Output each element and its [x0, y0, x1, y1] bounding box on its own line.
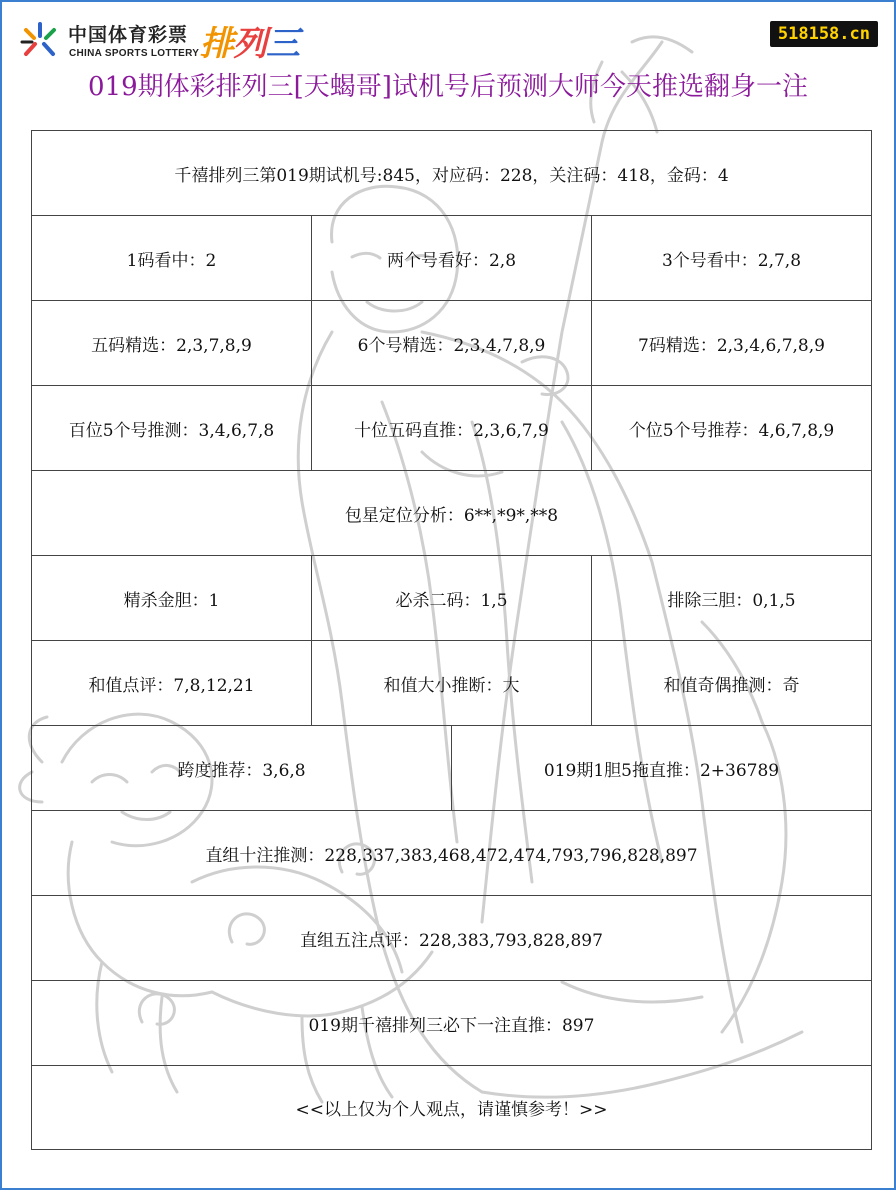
five-code-cell: 五码精选：2,3,7,8,9: [32, 301, 312, 386]
single-pick-cell: 019期千禧排列三必下一注直推：897: [32, 981, 872, 1066]
table-row: [32, 1066, 872, 1150]
test-number-cell: 千禧排列三第019期试机号:845，对应码：228，关注码：418，金码：4: [32, 131, 872, 216]
kill-two-codes-cell: 必杀二码：1,5: [312, 556, 592, 641]
site-domain-badge[interactable]: 518158.cn: [770, 21, 878, 47]
sum-size-cell: 和值大小推断：大: [312, 641, 592, 726]
pailiesan-brand-logo: [200, 16, 299, 65]
table-row: [32, 131, 872, 216]
prediction-table: [31, 130, 872, 1150]
table-row: [32, 386, 872, 471]
table-row: [32, 981, 872, 1066]
sum-parity-cell: 和值奇偶推测：奇: [592, 641, 872, 726]
table-row: [32, 811, 872, 896]
brand-char-1: 排: [200, 24, 233, 64]
table-row: [32, 726, 872, 811]
one-code-cell: 1码看中：2: [32, 216, 312, 301]
brand-char-2: 列: [233, 24, 266, 64]
logo-english-text: CHINA SPORTS LOTTERY: [69, 48, 200, 59]
table-row: [32, 471, 872, 556]
kill-gold-cell: 精杀金胆：1: [32, 556, 312, 641]
hundreds-position-cell: 百位5个号推测：3,4,6,7,8: [32, 386, 312, 471]
lottery-star-logo-icon: [20, 20, 60, 60]
table-row: [32, 896, 872, 981]
two-numbers-cell: 两个号看好：2,8: [312, 216, 592, 301]
table-row: [32, 556, 872, 641]
five-combos-cell: 直组五注点评：228,383,793,828,897: [32, 896, 872, 981]
position-analysis-cell: 包星定位分析：6**,*9*,**8: [32, 471, 872, 556]
six-numbers-cell: 6个号精选：2,3,4,7,8,9: [312, 301, 592, 386]
tens-position-cell: 十位五码直推：2,3,6,7,9: [312, 386, 592, 471]
three-numbers-cell: 3个号看中：2,7,8: [592, 216, 872, 301]
logo-chinese-text: 中国体育彩票: [68, 24, 189, 46]
table-row: [32, 216, 872, 301]
sum-value-cell: 和值点评：7,8,12,21: [32, 641, 312, 726]
china-sports-lottery-logo: [20, 16, 330, 66]
span-cell: 跨度推荐：3,6,8: [32, 726, 452, 811]
brand-char-3: 三: [266, 24, 299, 64]
table-row: [32, 301, 872, 386]
seven-code-cell: 7码精选：2,3,4,6,7,8,9: [592, 301, 872, 386]
exclude-three-cell: 排除三胆：0,1,5: [592, 556, 872, 641]
disclaimer-cell: <<以上仅为个人观点，请谨慎参考！>>: [32, 1066, 872, 1150]
table-row: [32, 641, 872, 726]
page-title: 019期体彩排列三[天蝎哥]试机号后预测大师今天推选翻身一注: [88, 72, 808, 102]
units-position-cell: 个位5个号推荐：4,6,7,8,9: [592, 386, 872, 471]
ten-combos-cell: 直组十注推测：228,337,383,468,472,474,793,796,828,897: [32, 811, 872, 896]
one-gall-five-drag-cell: 019期1胆5拖直推：2+36789: [452, 726, 872, 811]
